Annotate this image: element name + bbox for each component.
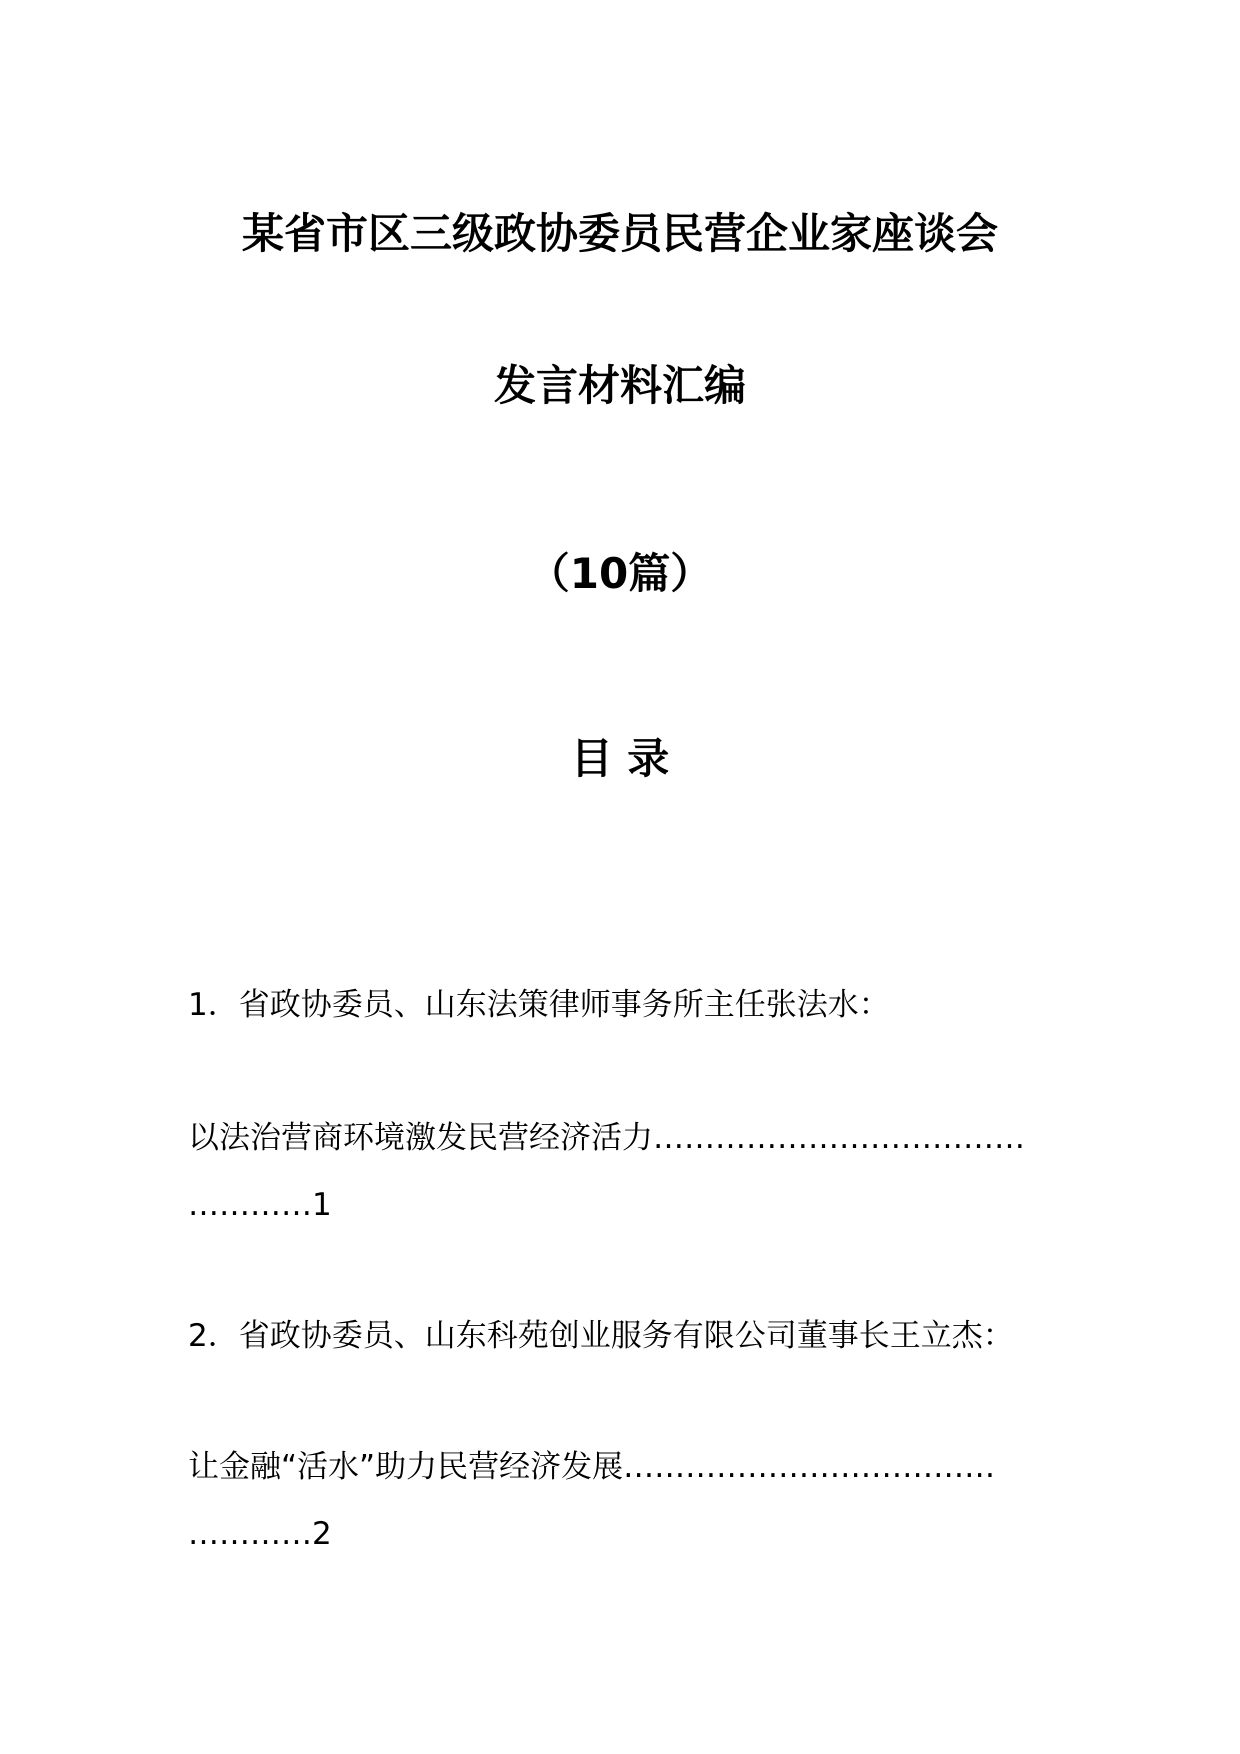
document-title-line-1: 某省市区三级政协委员民营企业家座谈会: [241, 209, 998, 258]
toc-entry-2-author: 2．省政协委员、山东科苑创业服务有限公司董事长王立杰：: [188, 1318, 1014, 1354]
toc-entry-1-author: 1．省政协委员、山东法策律师事务所主任张法水：: [188, 987, 890, 1023]
document-title-line-2: 发言材料汇编: [493, 361, 746, 410]
toc-entry-2-title: 让金融“活水”助力民营经济发展………………………………: [188, 1449, 996, 1485]
document-title-count: （10篇）: [527, 549, 713, 598]
toc-entry-2-page: …………2: [188, 1516, 332, 1552]
toc-heading: 目 录: [570, 734, 670, 783]
toc-entry-1-page: …………1: [188, 1187, 332, 1223]
toc-entry-1-title: 以法治营商环境激发民营经济活力………………………………: [188, 1120, 1025, 1156]
